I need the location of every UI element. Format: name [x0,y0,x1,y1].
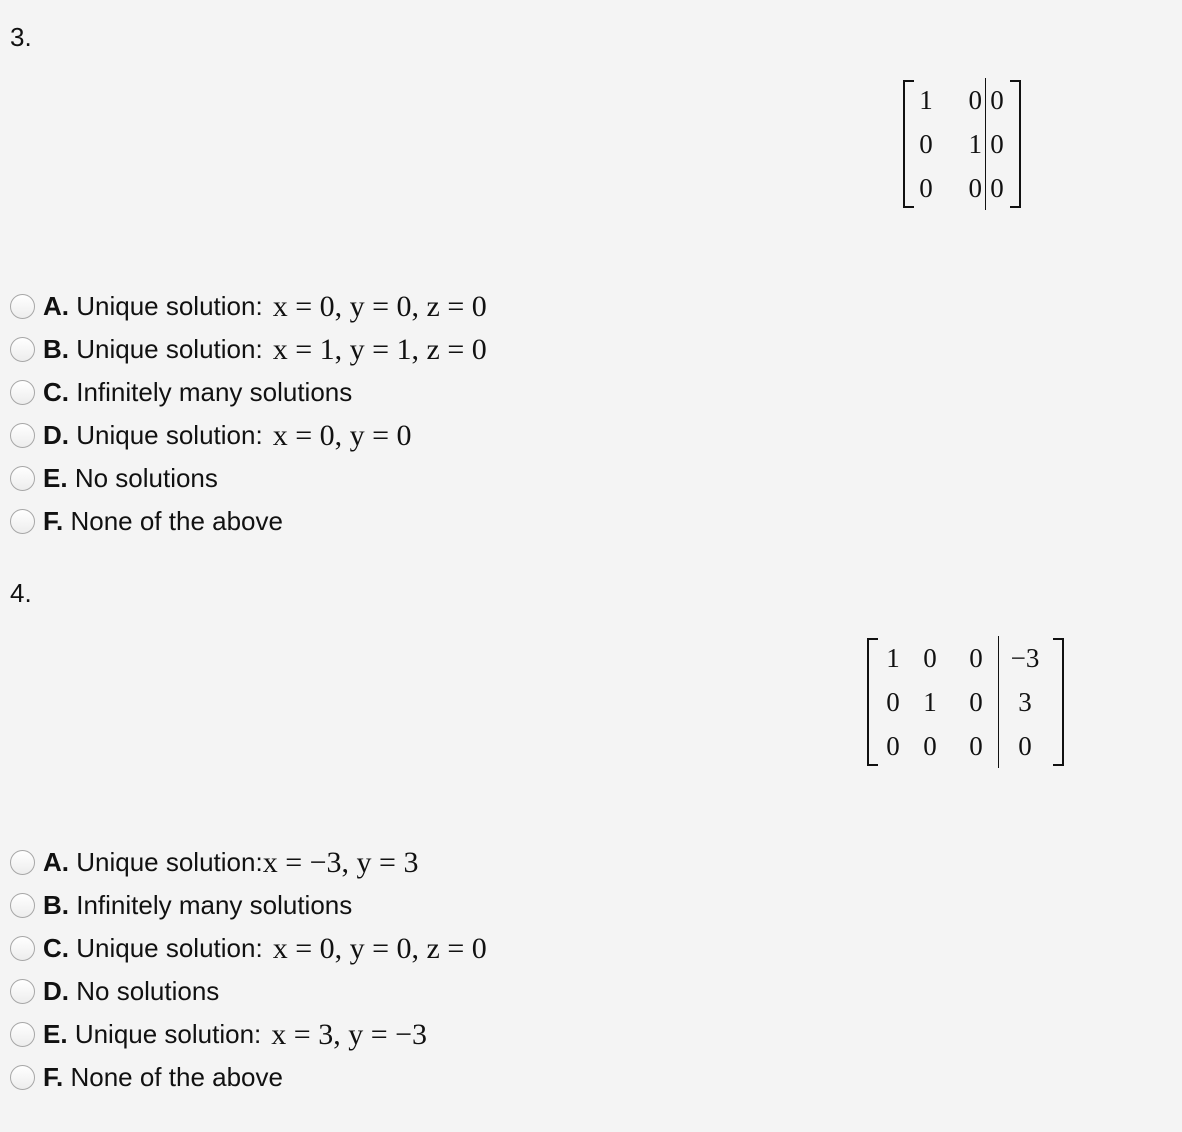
radio-button[interactable] [10,979,35,1004]
option-e[interactable] [10,457,487,500]
left-bracket [867,638,878,766]
option-math: x = 1, y = 1, z = 0 [272,332,487,366]
matrix-cell: 0 [986,166,1009,210]
option-text: No solutions [76,976,220,1006]
option-letter: C. [43,377,69,407]
option-b[interactable] [10,884,487,927]
option-letter: E. [43,1019,68,1049]
matrix-cell: 0 [923,643,937,673]
matrix-cell: 0 [969,687,983,717]
option-text: None of the above [70,1062,283,1092]
matrix-cell: 0 [886,687,900,717]
option-text: None of the above [70,506,283,536]
answer-options [10,285,487,543]
matrix-cell: 0 [919,173,933,203]
augmented-matrix [916,78,1008,210]
option-text: Infinitely many solutions [76,890,353,920]
option-d[interactable] [10,970,487,1013]
option-letter: B. [43,334,69,364]
matrix-cell: 3 [999,680,1052,724]
option-text: Infinitely many solutions [76,377,353,407]
radio-button[interactable] [10,294,35,319]
option-f[interactable] [10,1056,487,1099]
matrix-cell: 0 [969,643,983,673]
right-bracket [1010,80,1021,208]
option-letter: F. [43,506,64,536]
matrix-cell: 0 [968,173,982,203]
left-bracket [903,80,914,208]
radio-button[interactable] [10,337,35,362]
option-text: Unique solution: [76,420,263,450]
matrix-cell: 0 [919,129,933,159]
matrix-cell: 0 [923,731,937,761]
matrix-cell: 1 [919,85,933,115]
radio-button[interactable] [10,936,35,961]
option-letter: F. [43,1062,64,1092]
option-f[interactable] [10,500,487,543]
option-letter: C. [43,933,69,963]
option-math: x = 0, y = 0, z = 0 [272,289,487,323]
radio-button[interactable] [10,509,35,534]
option-b[interactable] [10,328,487,371]
option-text: Unique solution: [74,1019,262,1049]
radio-button[interactable] [10,1022,35,1047]
radio-button[interactable] [10,850,35,875]
option-text: No solutions [74,463,218,493]
option-text: Unique solution: [76,291,263,321]
radio-button[interactable] [10,893,35,918]
option-e[interactable] [10,1013,487,1056]
radio-button[interactable] [10,423,35,448]
matrix-cell: 1 [886,643,900,673]
option-c[interactable] [10,371,487,414]
option-math: x = 0, y = 0, z = 0 [272,931,487,965]
option-letter: D. [43,420,69,450]
option-letter: B. [43,890,69,920]
option-a[interactable] [10,285,487,328]
matrix-cell: 1 [923,687,937,717]
matrix-cell: 0 [886,731,900,761]
option-text: Unique solution: [76,334,263,364]
matrix-cell: 0 [986,122,1009,166]
radio-button[interactable] [10,466,35,491]
option-math: x = −3, y = 3 [262,845,419,879]
matrix-cell: 0 [999,724,1052,768]
option-math: x = 0, y = 0 [272,418,412,452]
radio-button[interactable] [10,1065,35,1090]
matrix-cell: 1 [968,129,982,159]
matrix-cell: 0 [968,85,982,115]
question-number: 4. [10,578,32,608]
option-d[interactable] [10,414,487,457]
radio-button[interactable] [10,380,35,405]
matrix-cell: −3 [999,636,1052,680]
option-letter: D. [43,976,69,1006]
augmented-matrix [880,636,1051,768]
option-letter: E. [43,463,68,493]
option-math: x = 3, y = −3 [271,1017,428,1051]
right-bracket [1053,638,1064,766]
option-letter: A. [43,291,69,321]
answer-options [10,841,487,1099]
option-text: Unique solution: [76,933,263,963]
matrix-cell: 0 [986,78,1009,122]
option-c[interactable] [10,927,487,970]
question-number: 3. [10,22,32,52]
option-letter: A. [43,847,69,877]
option-a[interactable] [10,841,487,884]
matrix-cell: 0 [969,731,983,761]
option-text: Unique solution: [76,847,263,877]
